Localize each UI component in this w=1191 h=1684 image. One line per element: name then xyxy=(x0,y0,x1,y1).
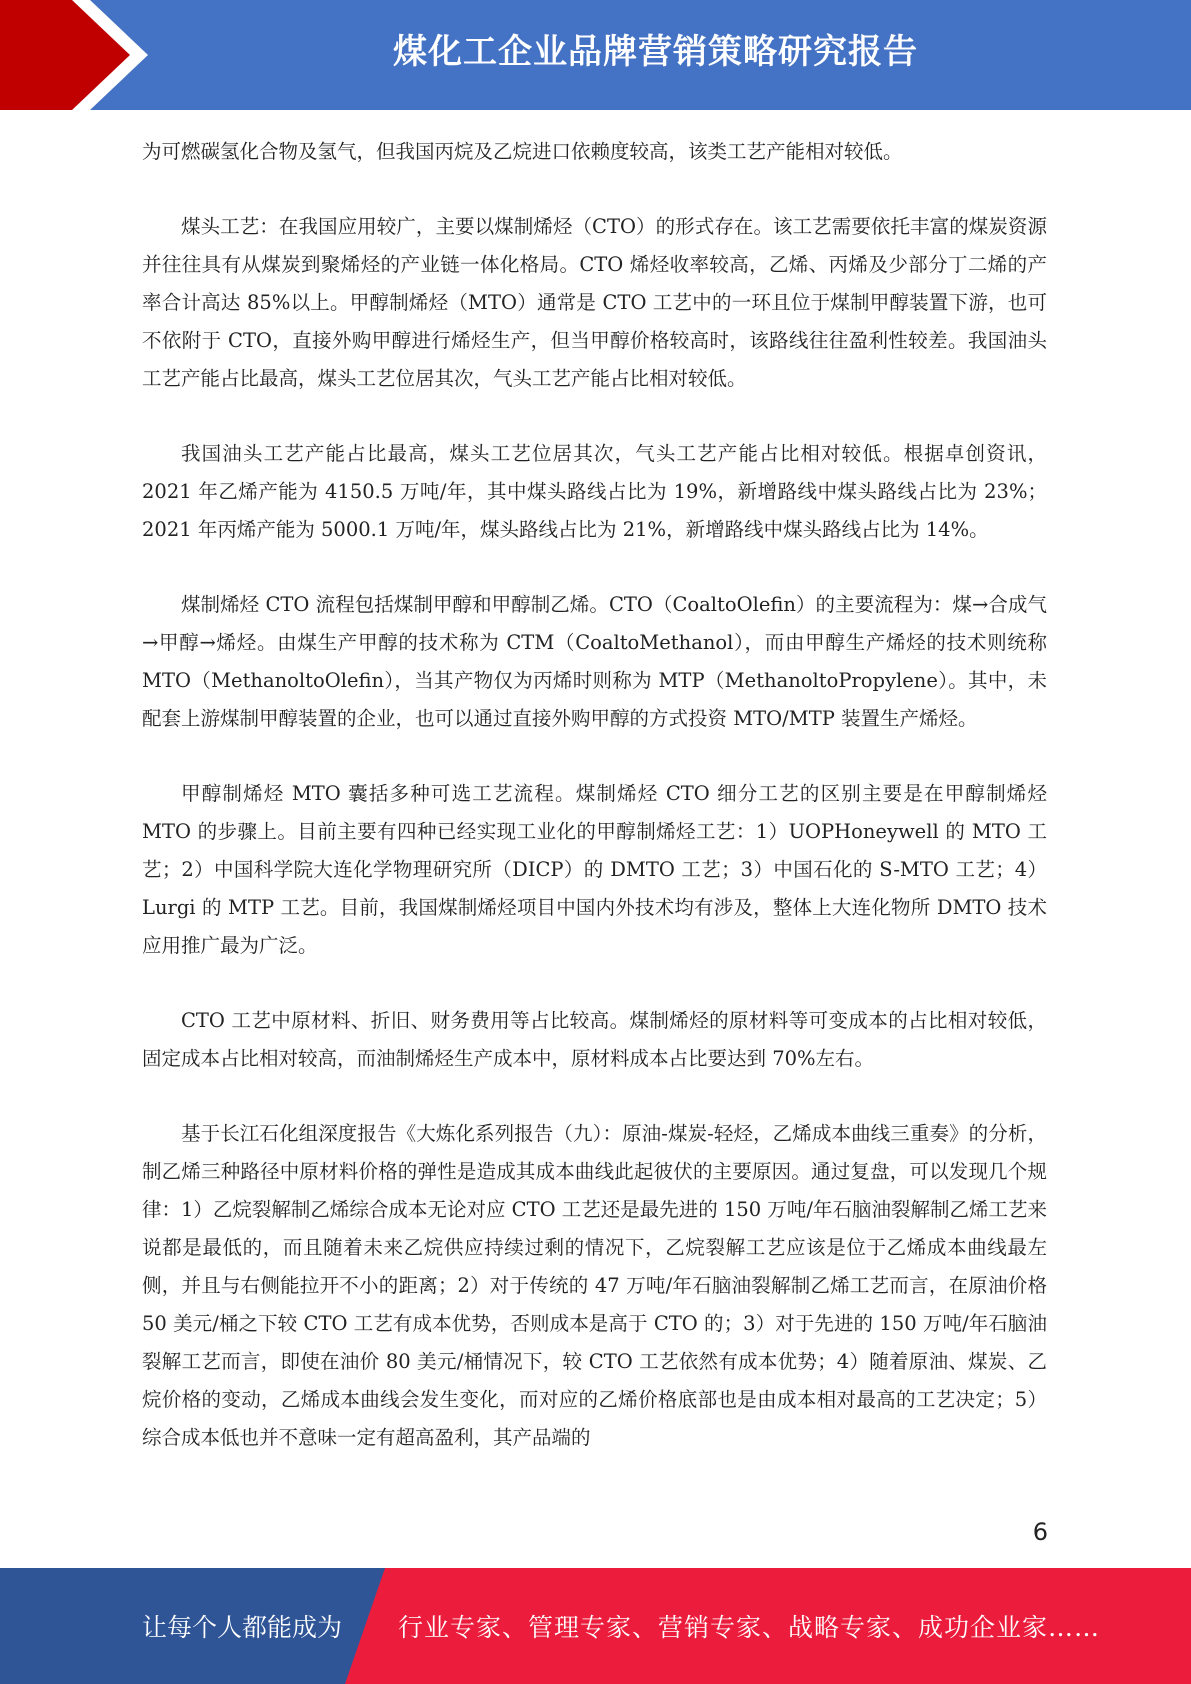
paragraph-coal-process: 煤头工艺：在我国应用较广，主要以煤制烯烃（CTO）的形式存在。该工艺需要依托丰富的煤炭资源并往往具有从煤炭到聚烯烃的产业链一体化格局。CTO 烯烃收率较高，乙烯、丙烯及少部分丁二烯的产率合计高达 85%以上。甲醇制烯烃（MTO）通常是 CTO 工艺中的一环且位于煤制甲醇装置下游，也可不依附于 CTO，直接外购甲醇进行烯烃生产，但当甲醇价格较高时，该路线往往盈利性较差。我国油头工艺产能占比最高，煤头工艺位居其次，气头工艺产能占比相对较低。 xyxy=(142,215,1047,390)
paragraph-mto-processes: 甲醇制烯烃 MTO 囊括多种可选工艺流程。煤制烯烃 CTO 细分工艺的区别主要是在甲醇制烯烃 MTO 的步骤上。目前主要有四种已经实现工业化的甲醇制烯烃工艺：1）UOPHoneywell 的 MTO 工艺；2）中国科学院大连化学物理研究所（DICP）的 DMTO 工艺；3）中国石化的 S-MTO 工艺；4）Lurgi 的 MTP 工艺。目前，我国煤制烯烃项目中国内外技术均有涉及，整体上大连化物所 DMTO 技术应用推广最为广泛。 xyxy=(142,782,1047,957)
paragraph-cto-flow: 煤制烯烃 CTO 流程包括煤制甲醇和甲醇制乙烯。CTO（CoaltoOlefin）的主要流程为：煤→合成气→甲醇→烯烃。由煤生产甲醇的技术称为 CTM（CoaltoMethanol），而由甲醇生产烯烃的技术则统称 MTO（MethanoltoOlefin），当其产物仅为丙烯时则称为 MTP（MethanoltoPropylene）。其中，未配套上游煤制甲醇装置的企业，也可以通过直接外购甲醇的方式投资 MTO/MTP 装置生产烯烃。 xyxy=(142,593,1047,730)
page-number: 6 xyxy=(1032,1518,1048,1546)
paragraph-capacity-share: 我国油头工艺产能占比最高，煤头工艺位居其次，气头工艺产能占比相对较低。根据卓创资讯，2021 年乙烯产能为 4150.5 万吨/年，其中煤头路线占比为 19%，新增路线中煤头路线占比为 23%；2021 年丙烯产能为 5000.1 万吨/年，煤头路线占比为 21%，新增路线中煤头路线占比为 14%。 xyxy=(142,442,1047,541)
paragraph-continued: 为可燃碳氢化合物及氢气，但我国丙烷及乙烷进口依赖度较高，该类工艺产能相对较低。 xyxy=(142,140,903,163)
paragraph-cost-curve: 基于长江石化组深度报告《大炼化系列报告（九）：原油-煤炭-轻烃，乙烯成本曲线三重奏》的分析，制乙烯三种路径中原材料价格的弹性是造成其成本曲线此起彼伏的主要原因。通过复盘，可以发现几个规律：1）乙烷裂解制乙烯综合成本无论对应 CTO 工艺还是最先进的 150 万吨/年石脑油裂解制乙烯工艺来说都是最低的，而且随着未来乙烷供应持续过剩的情况下，乙烷裂解工艺应该是位于乙烯成本曲线最左侧，并且与右侧能拉开不小的距离；2）对于传统的 47 万吨/年石脑油裂解制乙烯工艺而言，在原油价格 50 美元/桶之下较 CTO 工艺有成本优势，否则成本是高于 CTO 的；3）对于先进的 150 万吨/年石脑油裂解工艺而言，即使在油价 80 美元/桶情况下，较 CTO 工艺依然有成本优势；4）随着原油、煤炭、乙烷价格的变动，乙烯成本曲线会发生变化，而对应的乙烯价格底部也是由成本相对最高的工艺决定；5）综合成本低也并不意味一定有超高盈利，其产品端的 xyxy=(142,1122,1047,1449)
paragraph-cto-costs: CTO 工艺中原材料、折旧、财务费用等占比较高。煤制烯烃的原材料等可变成本的占比相对较低，固定成本占比相对较高，而油制烯烃生产成本中，原材料成本占比要达到 70%左右。 xyxy=(142,1009,1047,1070)
footer-slogan-right: 行业专家、管理专家、营销专家、战略专家、成功企业家…… xyxy=(398,1613,1101,1642)
page-title: 煤化工企业品牌营销策略研究报告 xyxy=(393,32,918,72)
page-header xyxy=(0,0,1191,110)
report-body xyxy=(142,133,1047,1457)
page-footer xyxy=(0,1568,1191,1684)
footer-slogan-left: 让每个人都能成为 xyxy=(142,1613,343,1642)
